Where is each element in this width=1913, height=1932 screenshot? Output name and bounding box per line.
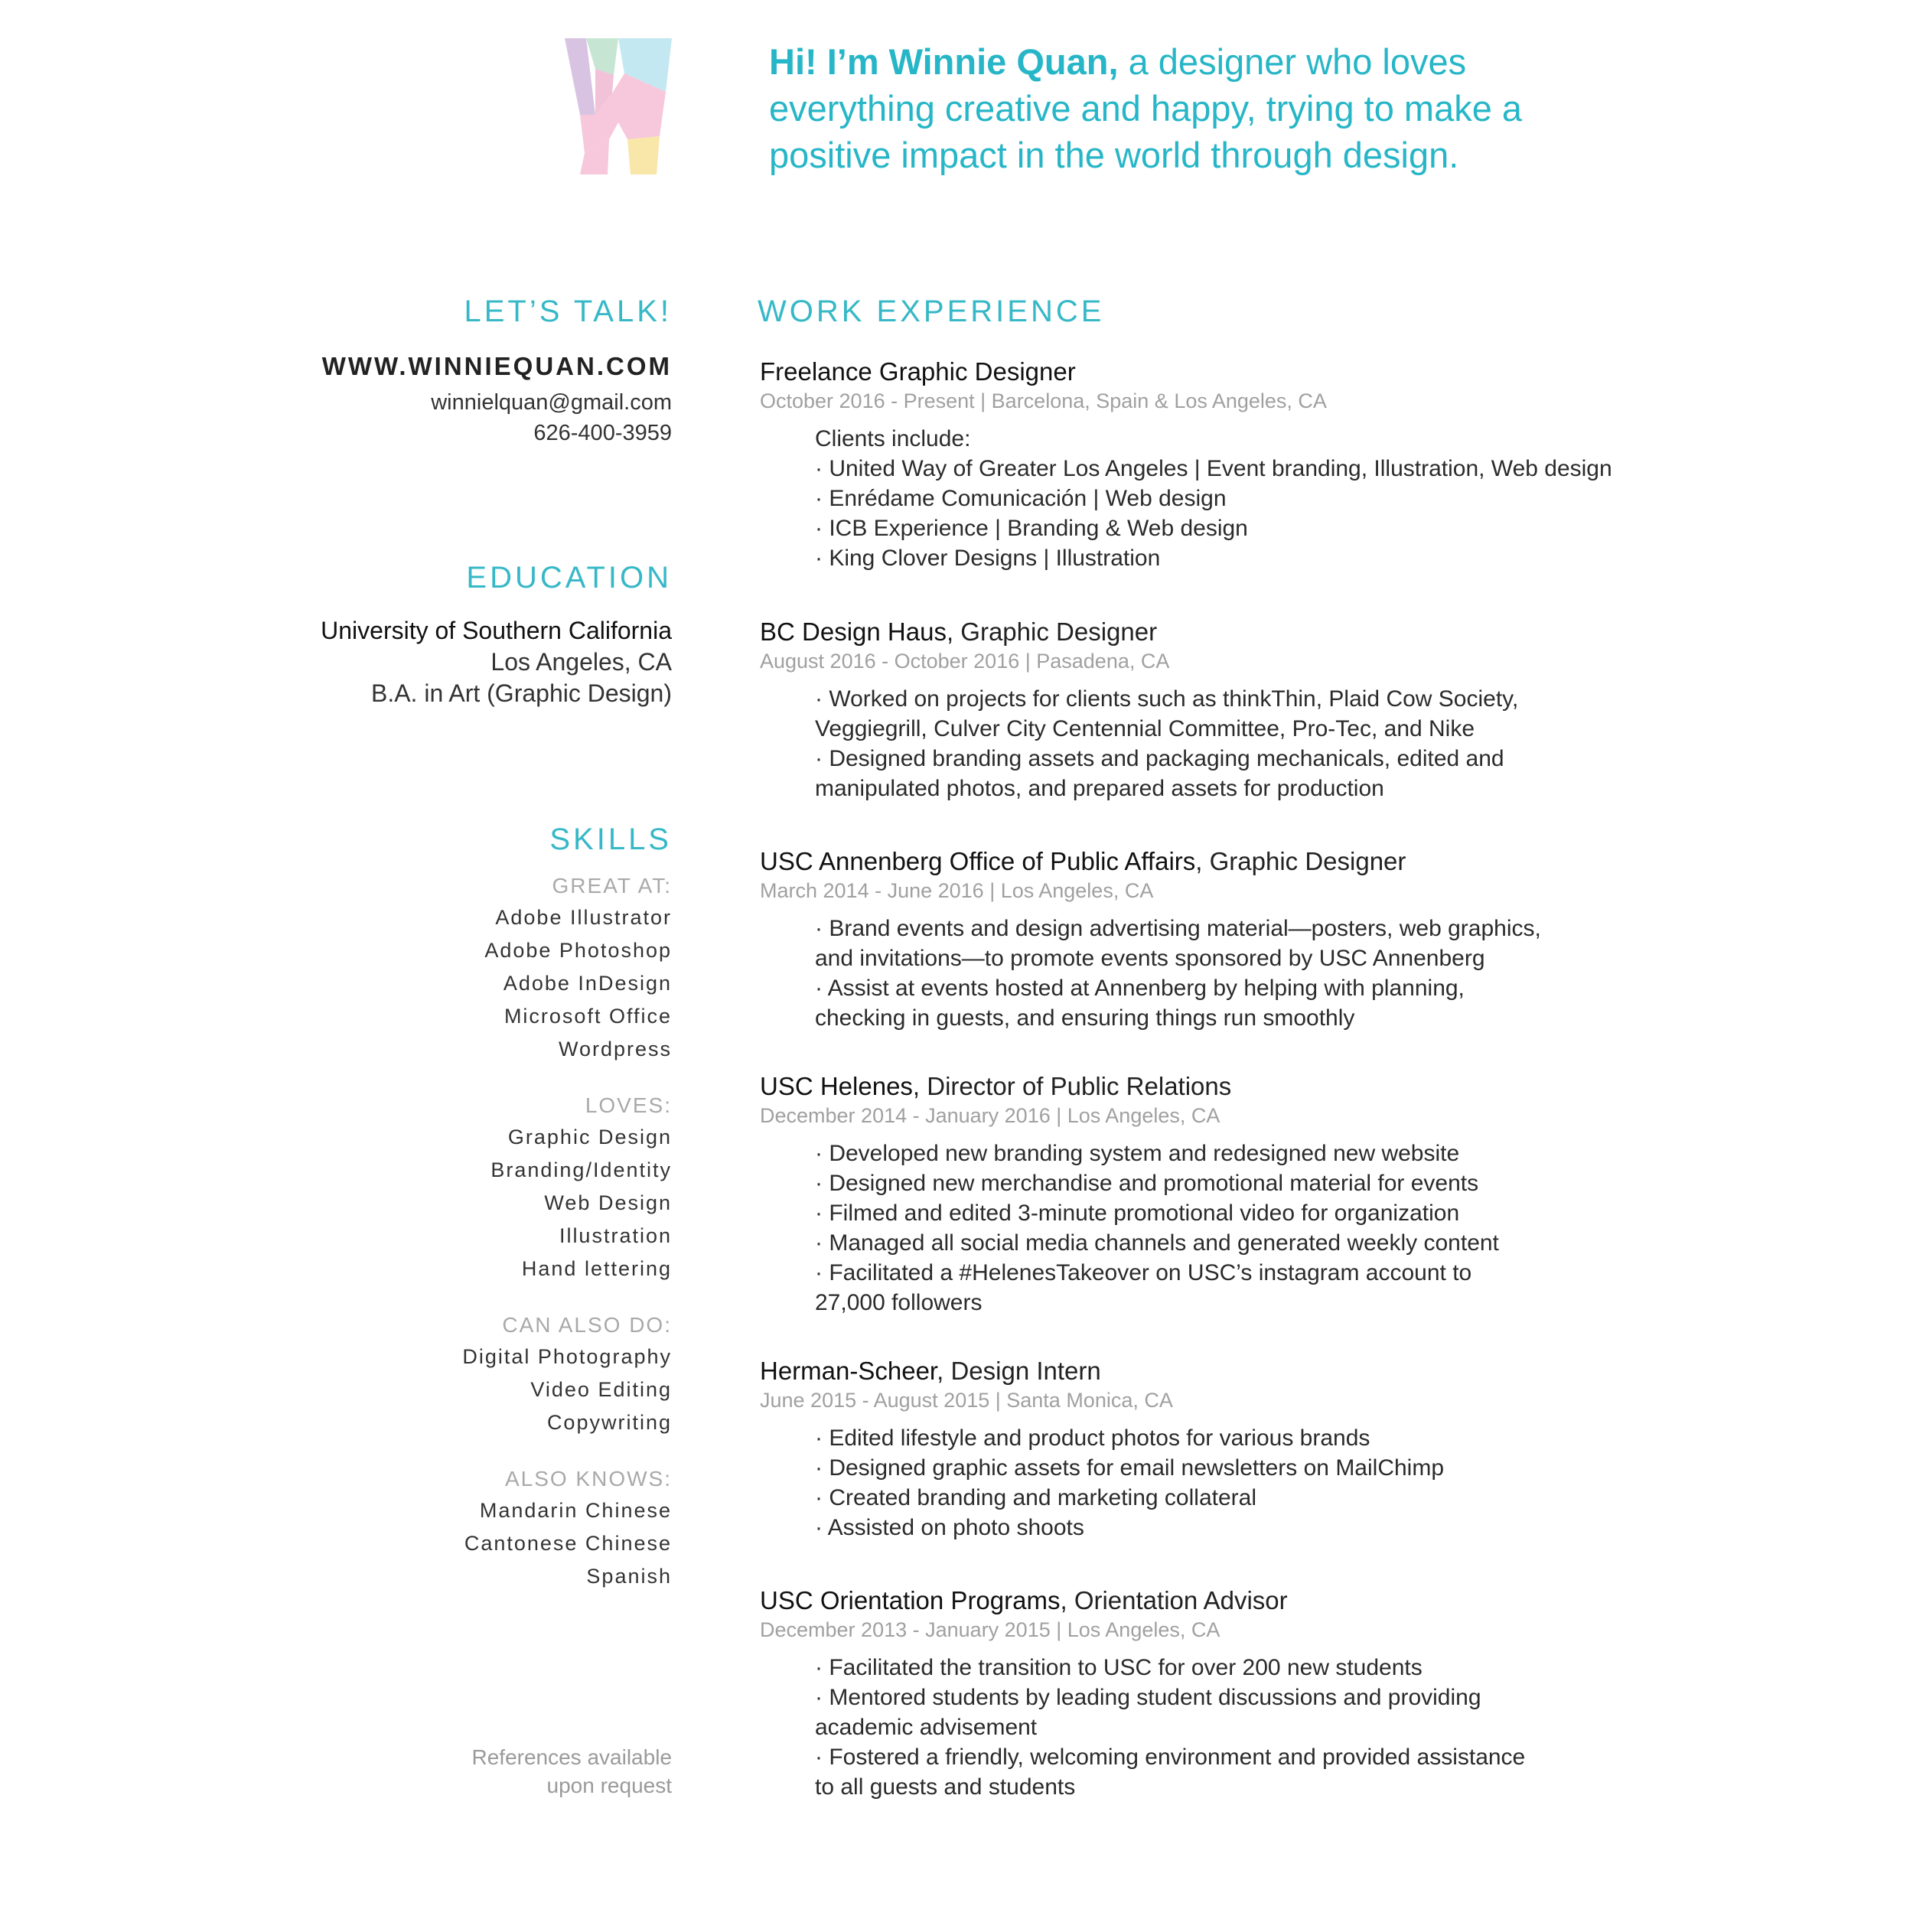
education-school: University of Southern California [321,617,672,644]
job-bullet: · Assisted on photo shoots [815,1515,1084,1540]
job-bullet: · Developed new branding system and redesigned new website [815,1141,1460,1166]
job-bullet: · King Clover Designs | Illustration [815,546,1161,571]
skill-item: Video Editing [530,1378,672,1401]
job-org: USC Helenes [760,1072,913,1100]
education-location: Los Angeles, CA [490,648,672,676]
email-link[interactable]: winnielquan@gmail.com [431,390,672,415]
job-title [760,846,1831,877]
skills-group-great-at [90,871,672,1066]
job-title [760,1356,1831,1386]
job-title [760,617,1831,647]
job-meta: December 2014 - January 2016 | Los Angeles, CA [760,1104,1220,1127]
job-bullet: · Designed branding assets and packaging mechanicals, edited and [815,746,1504,771]
skill-item: Adobe InDesign [503,972,672,995]
job-org: USC Orientation Programs [760,1586,1061,1614]
job-bullet: Clients include: [815,426,971,451]
job-entry [760,1585,1831,1802]
job-entry [760,617,1831,803]
job-meta: June 2015 - August 2015 | Santa Monica, CA [760,1389,1173,1412]
skills-group-also-knows [90,1464,672,1593]
job-bullet: · Fostered a friendly, welcoming environment and provided assistance [815,1745,1526,1770]
skills-group-can-also-do [90,1310,672,1439]
job-role: , Design Intern [937,1357,1101,1385]
skill-item: Graphic Design [507,1126,672,1148]
job-bullet: and invitations—to promote events sponsored by USC Annenberg [815,946,1485,971]
skills-group-label: ALSO KNOWS: [504,1467,672,1491]
skill-item: Branding/Identity [490,1158,672,1181]
job-bullet: · Designed graphic assets for email newsletters on MailChimp [815,1455,1445,1481]
job-bullets [815,684,1831,803]
job-bullets [815,1653,1831,1802]
references-line: upon request [546,1774,672,1797]
job-bullet: 27,000 followers [815,1290,983,1315]
job-bullets [815,1423,1831,1543]
job-meta: December 2013 - January 2015 | Los Angeles, CA [760,1618,1220,1641]
job-bullet: · Facilitated the transition to USC for over 200 new students [815,1655,1423,1680]
skill-item: Digital Photography [462,1345,672,1368]
references-note [90,1743,672,1800]
job-bullet: · Edited lifestyle and product photos for various brands [815,1425,1370,1451]
skills-group-loves [90,1090,672,1285]
job-bullet: · Filmed and edited 3-minute promotional video for organization [815,1201,1460,1226]
job-meta: August 2016 - October 2016 | Pasadena, CA [760,650,1170,673]
intro-text [769,38,1572,178]
job-bullet: · Designed new merchandise and promotional material for events [815,1171,1479,1196]
job-org: BC Design Haus [760,617,947,646]
job-entry [760,357,1831,573]
skills-section [90,823,672,1593]
phone-number: 626-400-3959 [533,421,672,445]
intro-tagline-2: everything creative and happy, trying to make a [769,88,1523,129]
job-title [760,357,1831,387]
contact-heading: LET’S TALK! [464,295,672,328]
intro-tagline-3: positive impact in the world through design. [769,135,1459,175]
job-bullet: · Enrédame Comunicación | Web design [815,486,1227,511]
job-bullet: · Facilitated a #HelenesTakeover on USC’s instagram account to [815,1260,1472,1285]
job-bullet: · Managed all social media channels and generated weekly content [815,1230,1499,1256]
intro-greeting: Hi! I’m Winnie Quan, [769,41,1119,82]
job-bullet: · Worked on projects for clients such as thinkThin, Plaid Cow Society, [815,686,1519,712]
skill-item: Copywriting [546,1411,672,1434]
skill-item: Adobe Photoshop [484,939,672,962]
job-bullets [815,1139,1831,1318]
skill-item: Mandarin Chinese [479,1499,672,1522]
job-meta: March 2014 - June 2016 | Los Angeles, CA [760,879,1154,902]
skill-item: Web Design [544,1191,672,1214]
job-bullet: · Mentored students by leading student discussions and providing [815,1685,1481,1710]
education-degree: B.A. in Art (Graphic Design) [370,679,672,707]
job-org: Herman-Scheer [760,1357,937,1385]
contact-section [90,295,672,448]
education-section [90,561,672,709]
skill-item: Hand lettering [521,1257,672,1280]
job-org: Freelance Graphic Designer [760,357,1076,386]
education-heading: EDUCATION [466,561,672,595]
job-role: , Graphic Designer [946,617,1158,646]
website-link[interactable]: WWW.WINNIEQUAN.COM [321,352,672,380]
job-title [760,1585,1831,1616]
job-role: , Orientation Advisor [1060,1586,1288,1614]
skills-group-label: GREAT AT: [552,874,672,898]
job-bullet: manipulated photos, and prepared assets for production [815,776,1384,801]
w-logo [565,38,672,174]
job-bullet: · Brand events and design advertising material—posters, web graphics, [815,916,1541,941]
job-bullet: · Assist at events hosted at Annenberg by helping with planning, [815,976,1465,1001]
job-bullets [815,424,1831,573]
job-bullet: to all guests and students [815,1774,1076,1800]
skill-item: Adobe Illustrator [495,906,672,929]
job-entry [760,1071,1831,1318]
job-meta: October 2016 - Present | Barcelona, Spain & Los Angeles, CA [760,389,1327,412]
job-role: , Director of Public Relations [912,1072,1232,1100]
work-experience-heading: WORK EXPERIENCE [758,295,1105,328]
job-bullet: Veggiegrill, Culver City Centennial Committee, Pro-Tec, and Nike [815,716,1475,741]
job-org: USC Annenberg Office of Public Affairs [760,847,1196,875]
skill-item: Illustration [559,1224,672,1247]
skill-item: Wordpress [558,1038,672,1060]
job-bullet: · United Way of Greater Los Angeles | Event branding, Illustration, Web design [815,456,1612,481]
skill-item: Spanish [586,1565,672,1588]
skills-heading: SKILLS [549,823,672,856]
job-bullets [815,914,1831,1033]
skill-item: Cantonese Chinese [464,1532,672,1555]
skill-item: Microsoft Office [504,1005,672,1028]
job-entry [760,846,1831,1033]
skills-group-label: CAN ALSO DO: [502,1313,672,1337]
references-line: References available [471,1745,672,1769]
intro-tagline-1: a designer who loves [1118,41,1467,82]
job-bullet: · Created branding and marketing collateral [815,1485,1256,1510]
skills-group-label: LOVES: [585,1093,672,1117]
job-title [760,1071,1831,1102]
job-bullet: checking in guests, and ensuring things run smoothly [815,1005,1355,1031]
job-role: , Graphic Designer [1195,847,1406,875]
job-entry [760,1356,1831,1543]
job-bullet: · ICB Experience | Branding & Web design [815,516,1248,541]
job-bullet: academic advisement [815,1715,1038,1740]
